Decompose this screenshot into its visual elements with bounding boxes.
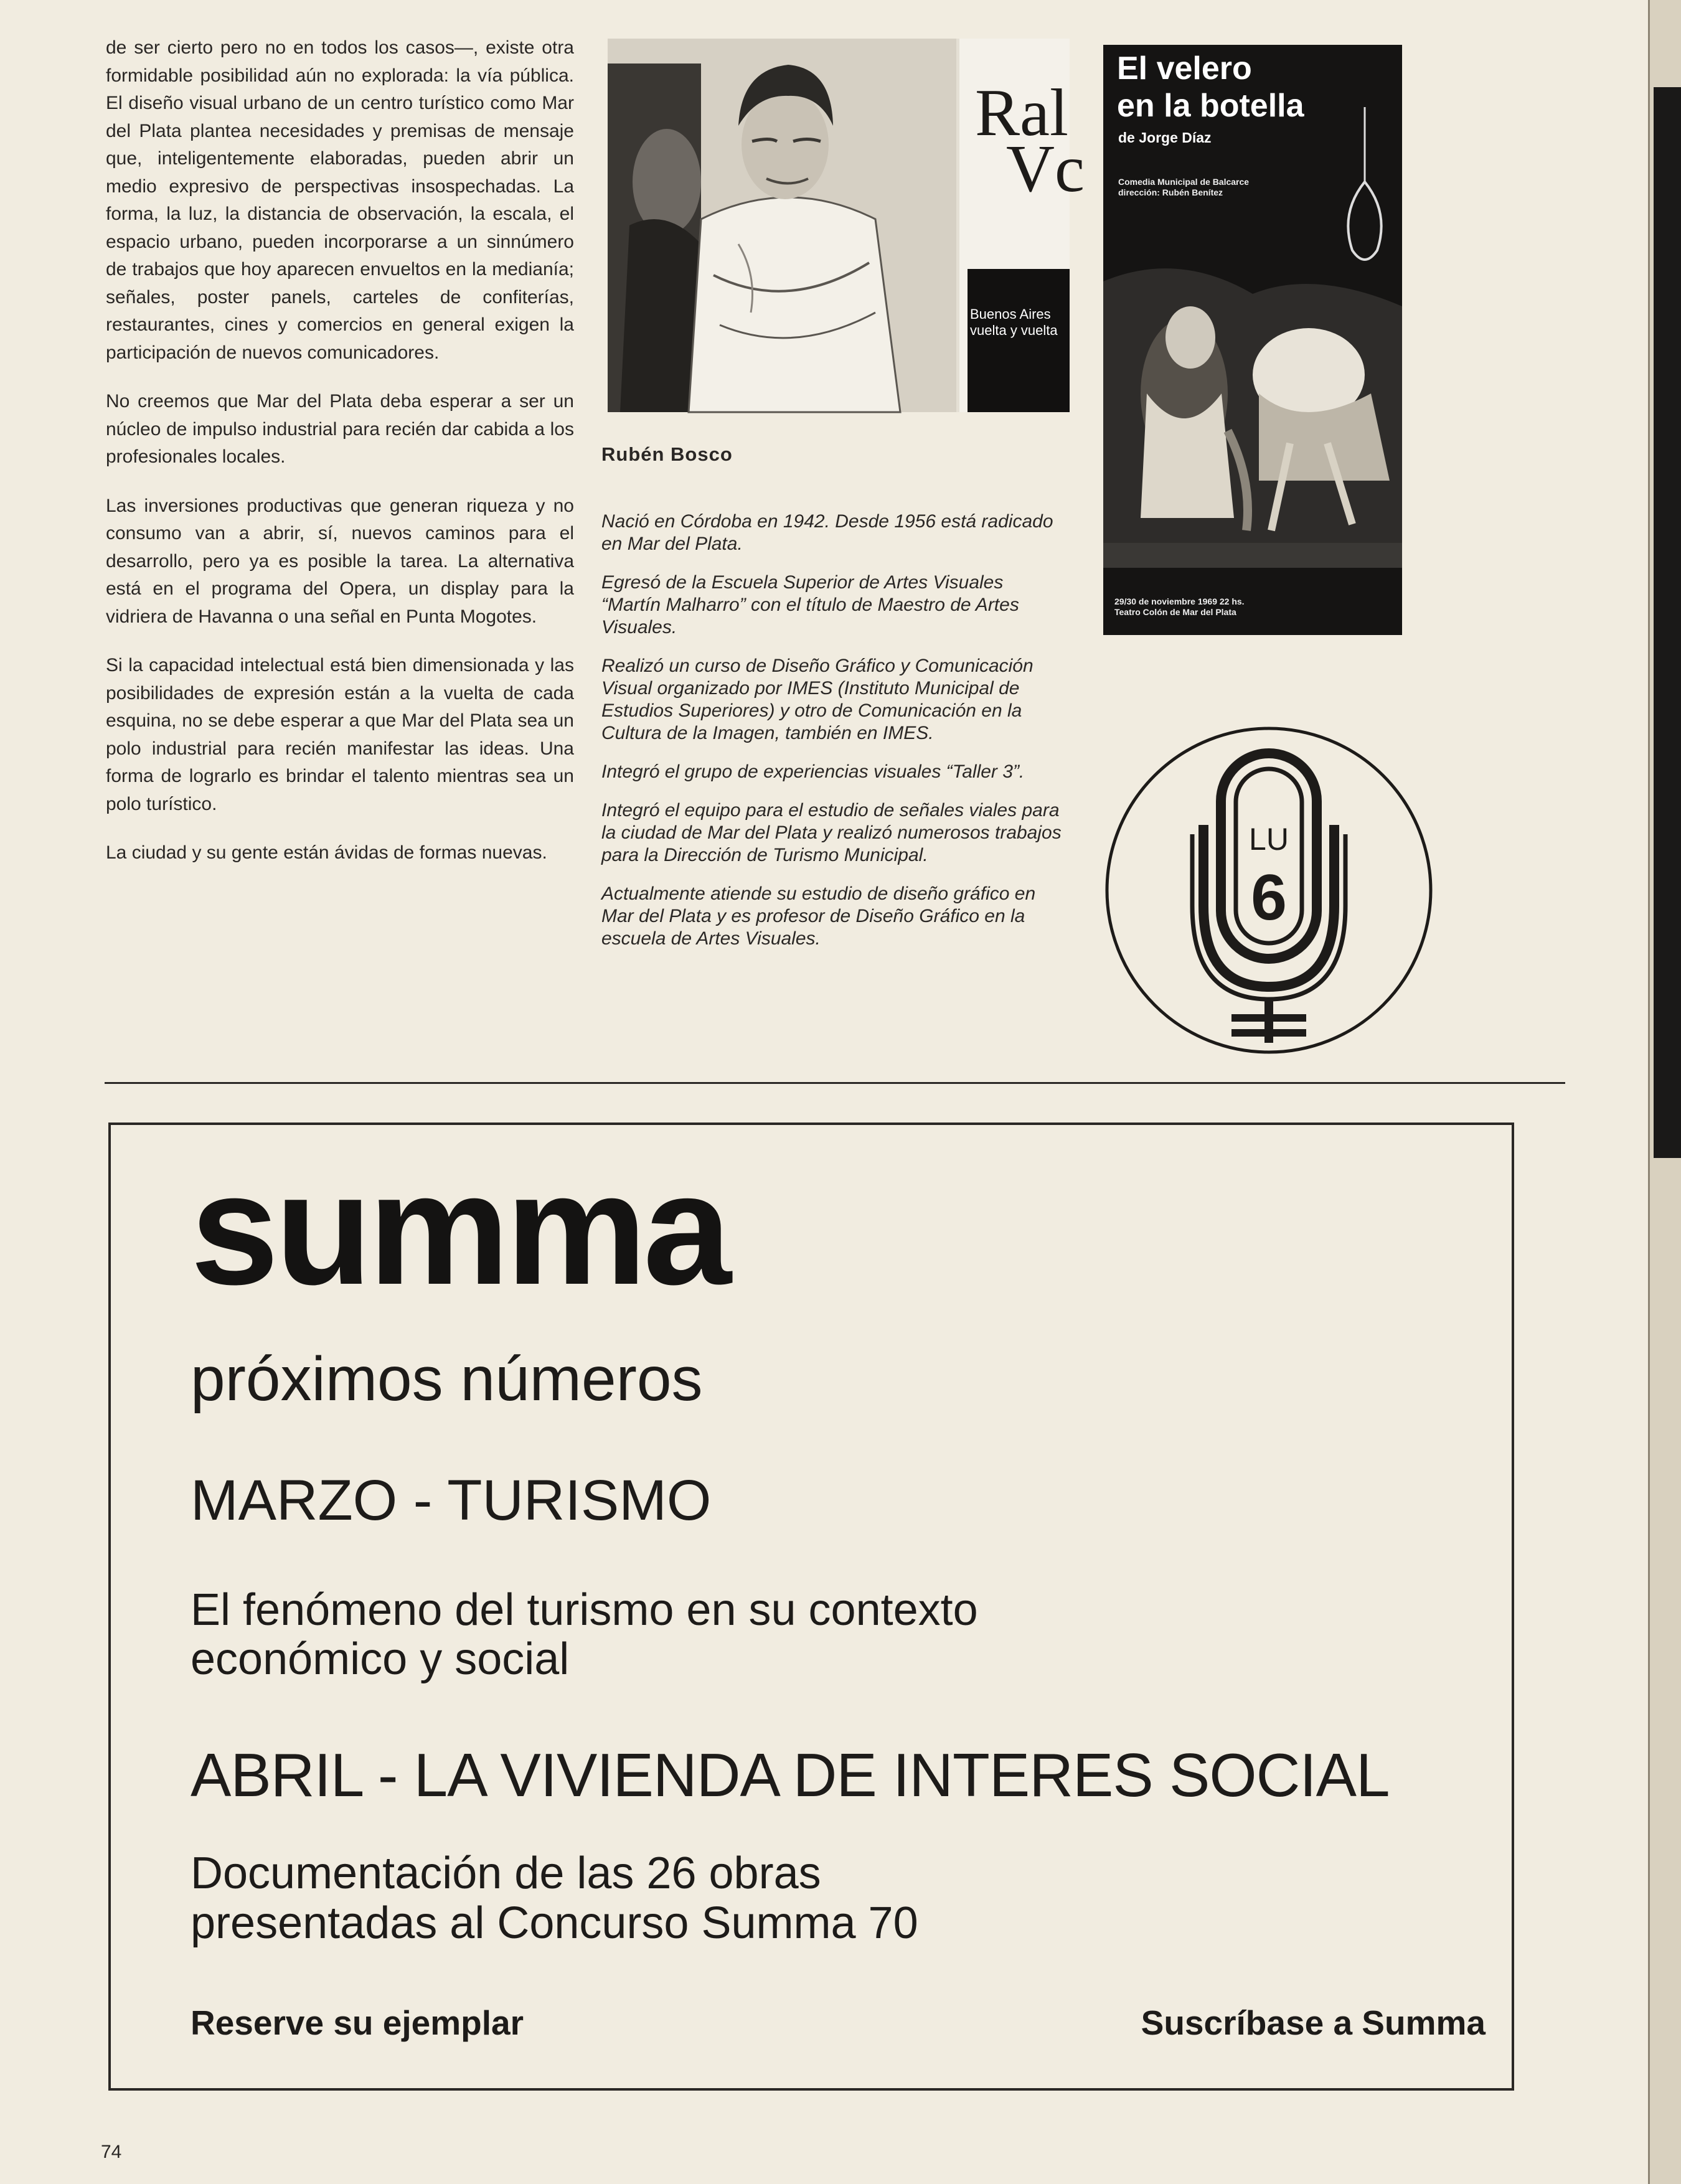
- photo-poster-text: Buenos Aires vuelta y vuelta: [970, 306, 1058, 338]
- issue-april-line: Documentación de las 26 obras: [191, 1848, 821, 1898]
- reserve-cta: Reserve su ejemplar: [191, 2003, 524, 2042]
- logo-lu-text: LU: [1249, 822, 1289, 857]
- poster-title-line: El velero: [1117, 50, 1252, 87]
- article-paragraph: Si la capacidad intelectual está bien dimensionada y las posibilidades de expresión están a la vuelta de cada esquina, no se debe esperar a que Mar del Plata sea un polo industrial para recién manifestar las ideas. Una forma de lograrlo es brindar el talento mientras sea un polo turístico.: [106, 655, 574, 814]
- bio-column: [601, 511, 1067, 966]
- bio-paragraph: Realizó un curso de Diseño Gráfico y Comunicación Visual organizado por IMES (Instituto Municipal de Estudios Superiores) y otro de Comunicación en la Cultura de la Imagen, también en IMES.: [601, 656, 1034, 743]
- poster-date-line: Teatro Colón de Mar del Plata: [1114, 607, 1236, 617]
- logo-number-text: 6: [1251, 862, 1287, 934]
- poster-title-line: en la botella: [1117, 88, 1304, 124]
- article-paragraph: La ciudad y su gente están ávidas de formas nuevas.: [106, 842, 547, 863]
- poster-company: [1118, 177, 1249, 198]
- poster-date-line: 29/30 de noviembre 1969 22 hs.: [1114, 596, 1245, 606]
- summa-advert: [108, 1123, 1514, 2091]
- article-paragraph: No creemos que Mar del Plata deba esperar a ser un núcleo de impulso industrial para recién dar cabida a los profesionales locales.: [106, 391, 574, 467]
- bio-paragraph: Nació en Córdoba en 1942. Desde 1956 está radicado en Mar del Plata.: [601, 511, 1053, 554]
- poster-company-line: dirección: Rubén Benítez: [1118, 187, 1223, 197]
- bio-paragraph: Integró el grupo de experiencias visuales “Taller 3”.: [601, 761, 1025, 782]
- poster-company-line: Comedia Municipal de Balcarce: [1118, 177, 1250, 187]
- radio-lu6-logo: [1104, 725, 1434, 1055]
- advert-subtitle: próximos números: [191, 1344, 703, 1414]
- issue-april-heading: ABRIL - LA VIVIENDA DE INTERES SOCIAL: [191, 1741, 1390, 1809]
- poster-date: [1114, 596, 1245, 618]
- issue-march-heading: MARZO - TURISMO: [191, 1469, 712, 1532]
- photo-sign-text: Ral: [975, 76, 1068, 150]
- page-number: 74: [101, 2142, 122, 2162]
- issue-march-line: El fenómeno del turismo en su contexto: [191, 1585, 978, 1635]
- summa-brand: summa: [191, 1141, 728, 1318]
- issue-april-description: [191, 1848, 918, 1948]
- issue-march-line: económico y social: [191, 1634, 570, 1684]
- bio-paragraph: Egresó de la Escuela Superior de Artes Visuales “Martín Malharro” con el título de Maestro de Artes Visuales.: [601, 572, 1019, 638]
- article-paragraph: Las inversiones productivas que generan riqueza y no consumo van a abrir, sí, nuevos caminos para el desarrollo, pero ya es posible la tarea. La alternativa está en el programa del Opera, un display para la vidriera de Havanna o una señal en Punta Mogotes.: [106, 495, 574, 627]
- section-divider: [105, 1082, 1565, 1084]
- issue-april-line: presentadas al Concurso Summa 70: [191, 1898, 918, 1948]
- poster-author: de Jorge Díaz: [1118, 129, 1212, 146]
- portrait-photo-image: [608, 39, 1085, 412]
- article-paragraph: de ser cierto pero no en todos los casos—, existe otra formidable posibilidad aún no explorada: la vía pública. El diseño visual urbano de un centro turístico como Mar del Plata plantea necesidades y premisas de mensaje que, inteligentemente elaboradas, pueden abrir un medio expresivo de perspectivas insospechadas. La forma, la luz, la distancia de observación, la escala, el espacio urbano, pueden incorporarse a un sinnúmero de trabajos que hoy aparecen envueltos en la medianía; señales, poster panels, carteles de confiterías, restaurantes, cines y comercios en general exigen la participación de nuevos comunicadores.: [106, 37, 574, 363]
- photo-sign-text: Vc: [1006, 132, 1085, 206]
- theatre-poster: [1103, 45, 1402, 635]
- bio-paragraph: Actualmente atiende su estudio de diseño gráfico en Mar del Plata y es profesor de Diseño Gráfico en la escuela de Artes Visuales.: [601, 883, 1036, 949]
- poster-title: [1117, 50, 1304, 125]
- issue-march-description: [191, 1586, 978, 1684]
- page-scan-edge-bar: [1654, 87, 1681, 1158]
- bio-paragraph: Integró el equipo para el estudio de señales viales para la ciudad de Mar del Plata y realizó numerosos trabajos para la Dirección de Turismo Municipal.: [601, 800, 1062, 865]
- photo-caption: Rubén Bosco: [601, 443, 733, 465]
- microphone-icon: [1104, 725, 1434, 1055]
- portrait-photo: [608, 39, 1085, 412]
- article-left-column: [106, 34, 574, 888]
- subscribe-cta: Suscríbase a Summa: [1141, 2003, 1486, 2042]
